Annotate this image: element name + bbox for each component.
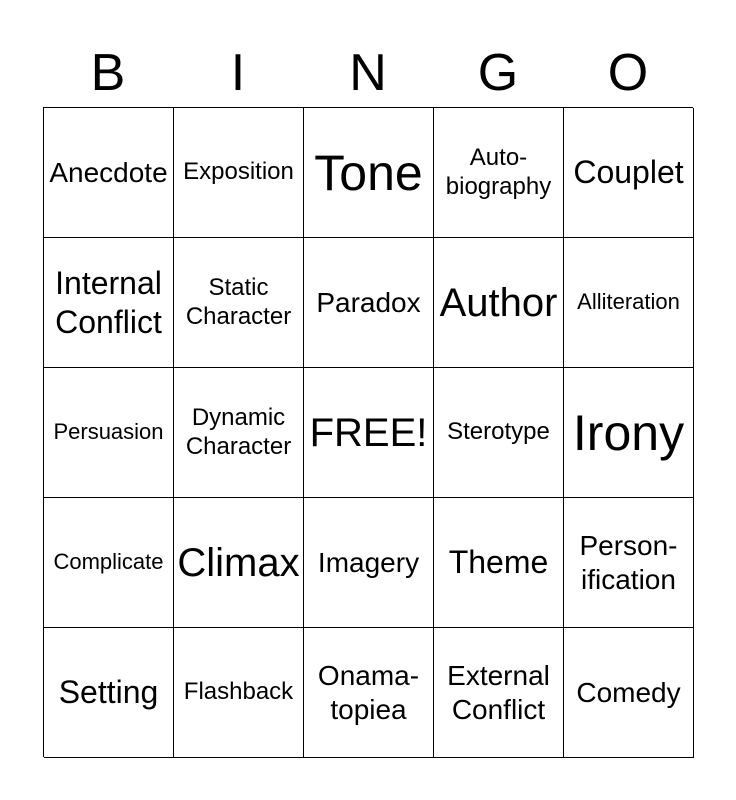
bingo-cell[interactable] [44,498,174,628]
cell-label: Setting [58,674,159,711]
bingo-cell[interactable] [434,108,564,238]
bingo-cell[interactable] [174,108,304,238]
bingo-cell[interactable] [174,628,304,758]
cell-label: Tone [314,144,423,201]
bingo-cell[interactable] [304,498,434,628]
cell-label: Couplet [573,154,684,191]
bingo-cell[interactable] [304,238,434,368]
cell-label: Flashback [183,678,294,706]
bingo-cell[interactable] [174,498,304,628]
cell-label: Onama- topiea [317,659,420,725]
bingo-cell[interactable] [564,498,694,628]
cell-label: Comedy [576,676,681,708]
cell-label: Static Character [185,273,292,330]
bingo-cell[interactable] [44,108,174,238]
bingo-cell[interactable] [434,628,564,758]
cell-label: Person- ification [579,529,678,595]
cell-label: Persuasion [53,419,164,445]
bingo-cell[interactable] [434,498,564,628]
bingo-cell[interactable] [564,108,694,238]
bingo-cell[interactable] [564,628,694,758]
cell-label: Imagery [317,546,420,578]
bingo-cell[interactable] [44,368,174,498]
bingo-cell[interactable] [174,368,304,498]
bingo-cell[interactable] [434,368,564,498]
bingo-cell[interactable] [44,628,174,758]
cell-label: Paradox [316,286,421,318]
bingo-cell[interactable] [44,238,174,368]
bingo-grid [43,107,693,757]
bingo-cell[interactable] [564,368,694,498]
cell-label: Dynamic Character [185,403,292,460]
bingo-cell[interactable] [304,628,434,758]
cell-label: Climax [177,540,300,585]
free-space[interactable] [304,368,434,498]
bingo-header [43,42,693,104]
cell-label: Theme [448,544,549,581]
header-letter-b: B [90,44,126,102]
cell-label: FREE! [309,410,428,455]
cell-label: Anecdote [49,156,168,188]
cell-label: Irony [572,404,685,461]
bingo-cell[interactable] [174,238,304,368]
header-letter-g: G [477,44,519,102]
cell-label: Sterotype [447,418,550,446]
cell-label: Auto- biography [445,143,552,200]
cell-label: Complicate [53,549,164,575]
bingo-cell[interactable] [564,238,694,368]
cell-label: Author [439,280,558,325]
bingo-cell[interactable] [434,238,564,368]
cell-label: Exposition [183,158,294,186]
cell-label: Alliteration [577,289,680,315]
header-letter-o: O [607,44,649,102]
cell-label: Internal Conflict [55,265,162,340]
bingo-cell[interactable] [304,108,434,238]
header-letter-i: I [230,44,246,102]
cell-label: External Conflict [447,659,550,725]
header-letter-n: N [349,44,387,102]
